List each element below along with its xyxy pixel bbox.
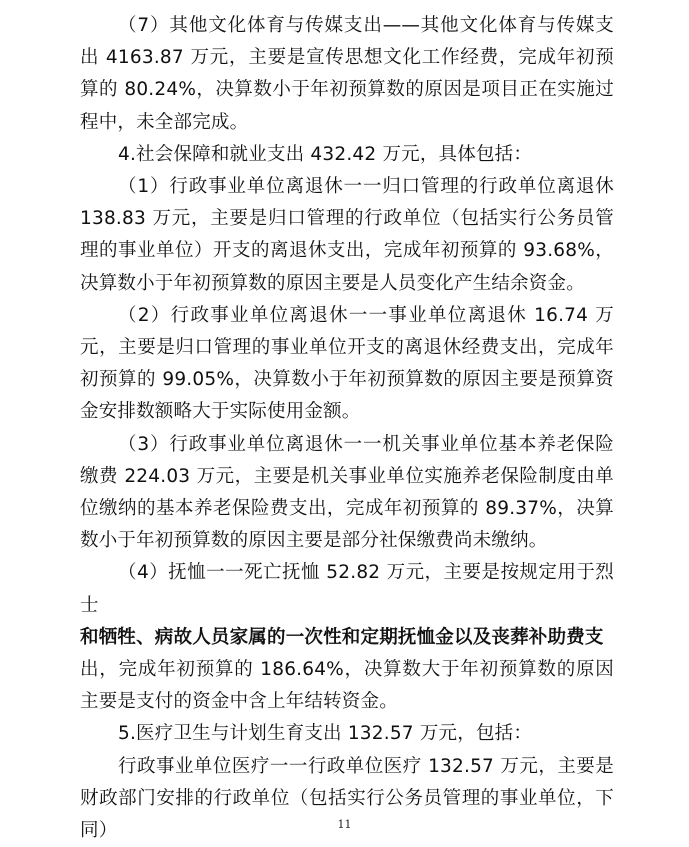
compensation-line-1: （4）抚恤一一死亡抚恤 52.82 万元，主要是按规定用于烈士 xyxy=(80,562,614,616)
paragraph-retirement-institution: （2）行政事业单位离退休一一事业单位离退休 16.74 万元，主要是归口管理的事业单位开支的离退休经费支出，完成年初预算的 99.05%，决算数小于年初预算数的原因主要是预算资金安排数额略大于实际使用金额。 xyxy=(80,304,614,423)
paragraph-health-heading: 5.医疗卫生与计划生育支出 132.57 万元，包括： xyxy=(118,723,533,745)
compensation-line-2-bold: 和牺牲、病故人员家属的一次性和定期抚恤金以及丧葬补助费支 xyxy=(80,626,604,648)
document-body xyxy=(80,10,614,847)
paragraph-retirement-admin: （1）行政事业单位离退休一一归口管理的行政单位离退休 138.83 万元，主要是归口管理的行政单位（包括实行公务员管理的事业单位）开支的离退休支出，完成年初预算的 93.68%，决算数小于年初预算数的原因主要是人员变化产生结余资金。 xyxy=(80,176,614,294)
paragraph-admin-medical: 行政事业单位医疗一一行政单位医疗 132.57 万元，主要是财政部门安排的行政单位（包括实行公务员管理的事业单位，下同） xyxy=(80,755,614,842)
compensation-rest: 出，完成年初预算的 186.64%，决算数大于年初预算数的原因主要是支付的资金中含上年结转资金。 xyxy=(80,659,614,713)
paragraph-culture-media-other: （7）其他文化体育与传媒支出——其他文化体育与传媒支出 4163.87 万元，主要是宣传思想文化工作经费，完成年初预算的 80.24%，决算数小于年初预算数的原因是项目正在实施过程中，未全部完成。 xyxy=(80,15,614,133)
page-number: 11 xyxy=(337,818,352,831)
paragraph-death-compensation xyxy=(80,557,614,718)
paragraph-social-security-heading: 4.社会保障和就业支出 432.42 万元，具体包括： xyxy=(118,143,533,165)
paragraph-pension-insurance: （3）行政事业单位离退休一一机关事业单位基本养老保险缴费 224.03 万元，主要是机关事业单位实施养老保险制度由单位缴纳的基本养老保险费支出，完成年初预算的 89.37%，决算数小于年初预算数的原因主要是部分社保缴费尚未缴纳。 xyxy=(80,433,614,552)
